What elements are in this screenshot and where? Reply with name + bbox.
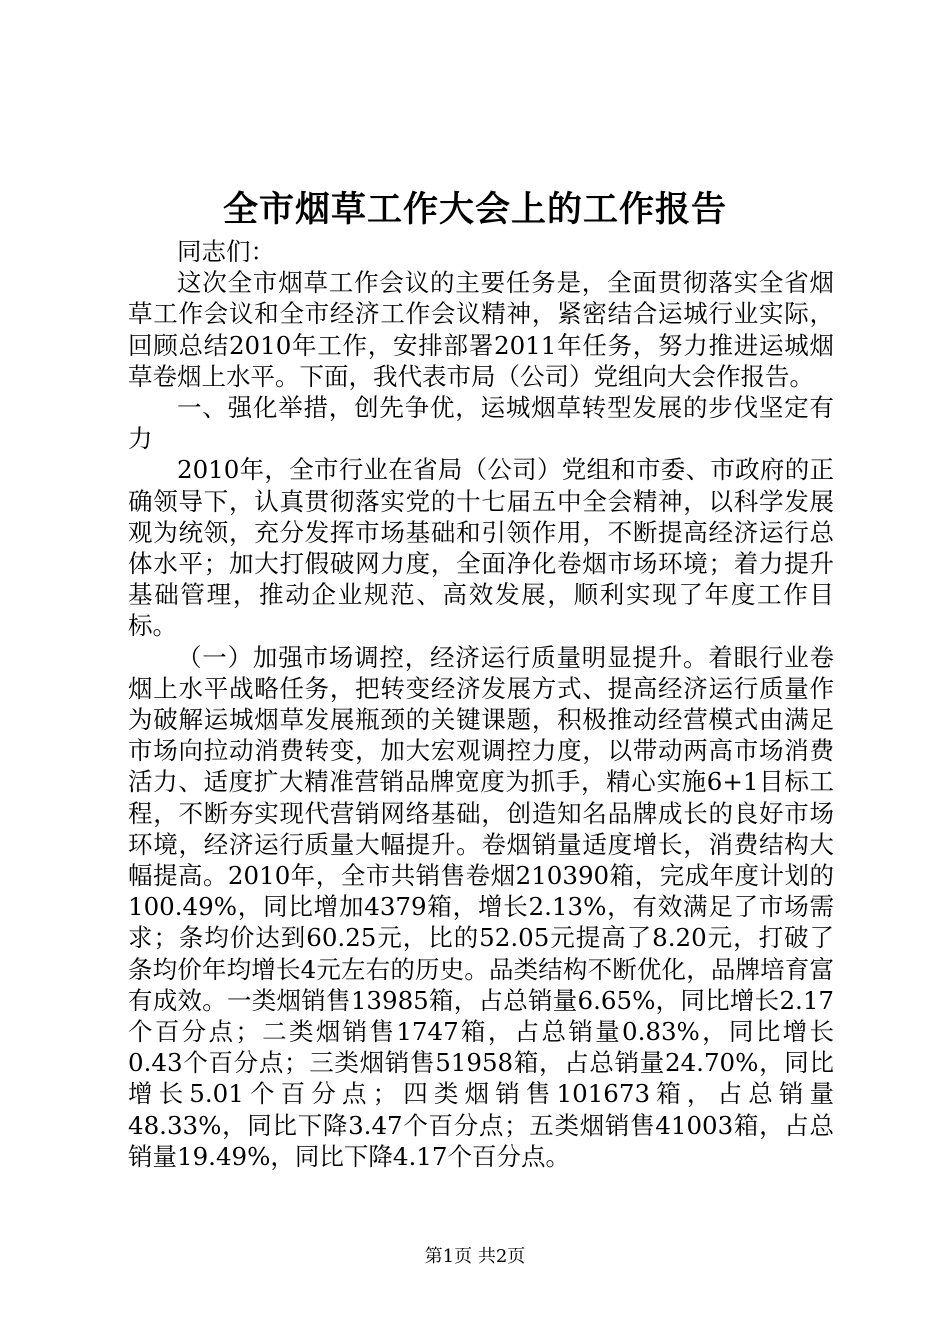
document-body	[128, 236, 834, 1172]
document-title: 全市烟草工作大会上的工作报告	[222, 189, 727, 230]
paragraph-intro: 这次全市烟草工作会议的主要任务是，全面贯彻落实全省烟草工作会议和全市经济工作会议精神，紧密结合运城行业实际，回顾总结2010年工作，安排部署2011年任务，努力推进运城烟草卷烟上水平。下面，我代表市局（公司）党组向大会作报告。	[128, 268, 834, 391]
salutation: 同志们：	[177, 237, 275, 266]
paragraph-market-control: （一）加强市场调控，经济运行质量明显提升。着眼行业卷烟上水平战略任务，把转变经济发展方式、提高经济运行质量作为破解运城烟草发展瓶颈的关键课题，积极推动经营模式由满足市场向拉动消费转变，加大宏观调控力度，以带动两高市场消费活力、适度扩大精准营销品牌宽度为抓手，精心实施6+1目标工程，不断夯实现代营销网络基础，创造知名品牌成长的良好市场环境，经济运行质量大幅提升。卷烟销量适度增长，消费结构大幅提高。2010年，全市共销售卷烟210390箱，完成年度计划的100.49%，同比增加4379箱，增长2.13%，有效满足了市场需求；条均价达到60.25元，比的52.05元提高了8.20元，打破了条均价年均增长4元左右的历史。品类结构不断优化，品牌培育富有成效。一类烟销售13985箱，占总销量6.65%，同比增长2.17个百分点；二类烟销售1747箱，占总销量0.83%，同比增长0.43个百分点；三类烟销售51958箱，占总销量24.70%，同比增长5.01个百分点；四类烟销售101673箱，占总销量48.33%，同比下降3.47个百分点；五类烟销售41003箱，占总销量19.49%，同比下降4.17个百分点。	[128, 642, 834, 1171]
section-heading-1: 一、强化举措，创先争优，运城烟草转型发展的步伐坚定有力	[128, 393, 834, 454]
page-footer: 第1页 共2页	[424, 1246, 526, 1267]
paragraph-2010-review: 2010年，全市行业在省局（公司）党组和市委、市政府的正确领导下，认真贯彻落实党的十七届五中全会精神，以科学发展观为统领，充分发挥市场基础和引领作用，不断提高经济运行总体水平；加大打假破网力度，全面净化卷烟市场环境；着力提升基础管理，推动企业规范、高效发展，顺利实现了年度工作目标。	[128, 455, 834, 641]
